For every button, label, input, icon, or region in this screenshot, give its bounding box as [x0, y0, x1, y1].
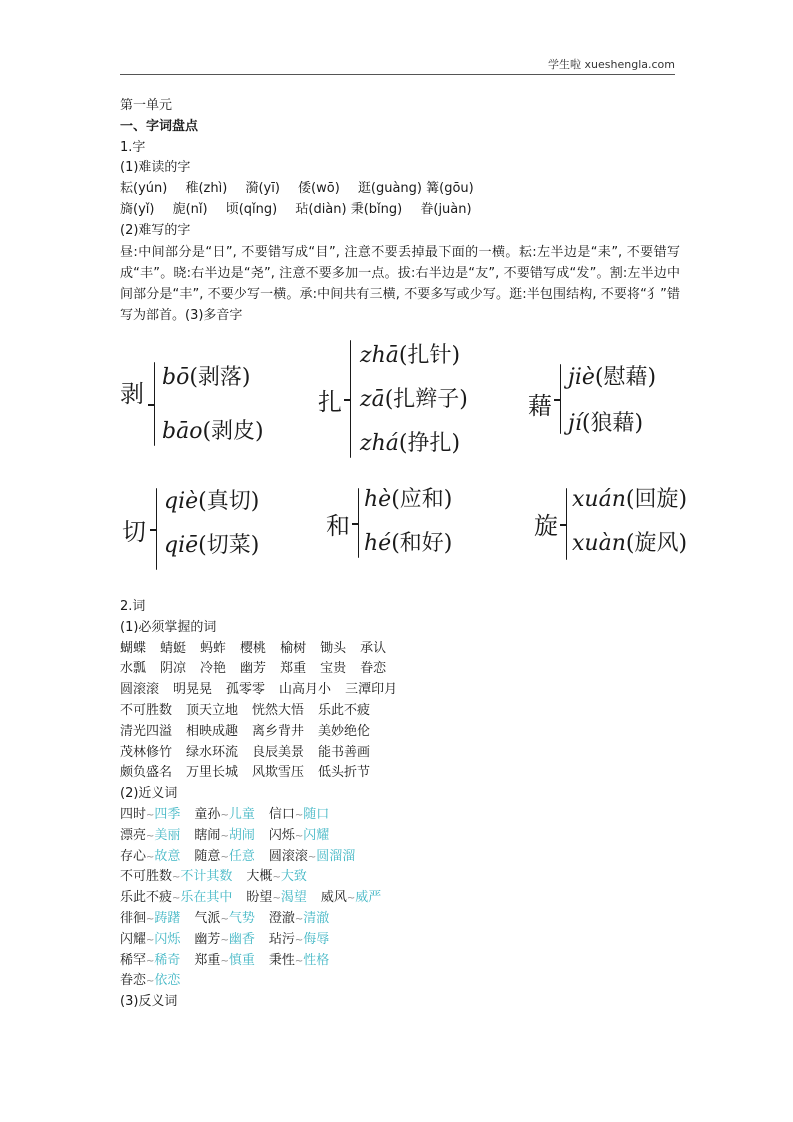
synonym-match: 清澈	[303, 910, 330, 926]
synonyms-list	[120, 805, 680, 992]
subsection-synonyms: (2)近义词	[120, 786, 178, 802]
word-item: 冷艳	[200, 661, 227, 677]
word-item: 榆树	[280, 640, 307, 656]
synonym-word: 气派	[194, 910, 221, 926]
synonym-match: 威严	[355, 890, 382, 906]
word-item: 宝贵	[320, 661, 347, 677]
synonym-match: 慎重	[228, 952, 255, 968]
reading-row	[364, 482, 452, 513]
word-item: 三潭印月	[345, 682, 398, 698]
tilde-separator: ~	[272, 893, 281, 905]
synonym-match: 美丽	[154, 827, 181, 843]
synonym-word: 稀罕	[120, 952, 147, 968]
synonym-pair	[120, 890, 232, 905]
example-word: (挣扎)	[398, 431, 461, 456]
pinyin: qiè	[164, 489, 199, 514]
pinyin: hé	[364, 531, 392, 556]
word-item: 茂林修竹	[120, 744, 173, 760]
char-item: 漪(yī)	[245, 181, 280, 197]
synonym-pair	[269, 911, 329, 926]
tilde-separator: ~	[146, 913, 155, 925]
synonym-word: 瞎闹	[194, 827, 221, 843]
tilde-separator: ~	[307, 851, 317, 863]
reading-row	[164, 484, 259, 515]
synonym-match: 性格	[303, 952, 330, 968]
synonym-pair	[194, 932, 254, 947]
synonym-word: 漂亮	[120, 827, 147, 843]
synonym-pair	[246, 890, 306, 905]
polyphone-char: 切	[122, 518, 146, 546]
pinyin: qiē	[164, 533, 199, 558]
subsection-words: 2.词	[120, 599, 146, 614]
synonym-pair	[120, 807, 180, 822]
word-item: 绿水环流	[186, 744, 239, 760]
tilde-separator: ~	[272, 872, 281, 884]
tilde-separator: ~	[346, 893, 356, 905]
word-item: 恍然大悟	[252, 702, 305, 718]
synonym-pair	[194, 911, 254, 926]
word-item: 不可胜数	[120, 702, 173, 718]
tilde-separator: ~	[146, 830, 155, 842]
tilde-separator: ~	[146, 934, 155, 946]
synonym-match: 大致	[280, 869, 307, 885]
site-label: 学生啦 xueshengla.com	[548, 58, 675, 71]
synonym-word: 郑重	[194, 952, 221, 968]
synonym-word: 眷恋	[120, 973, 147, 989]
hard-read-row-2	[120, 200, 680, 221]
tilde-separator: ~	[294, 830, 304, 842]
subsection-chars: 1.字	[120, 139, 146, 155]
word-row	[120, 659, 680, 680]
tilde-separator: ~	[146, 851, 155, 863]
brace	[560, 364, 561, 434]
tilde-separator: ~	[220, 851, 229, 863]
synonym-word: 不可胜数	[120, 869, 173, 885]
must-words-list	[120, 639, 680, 785]
synonym-pair	[120, 828, 180, 843]
word-item: 顶天立地	[186, 702, 239, 718]
pinyin: jiè	[568, 365, 595, 390]
word-item: 乐此不疲	[318, 702, 371, 718]
synonym-word: 澄澈	[268, 910, 295, 926]
tilde-separator: ~	[220, 955, 229, 967]
synonym-pair	[120, 849, 180, 864]
synonym-row	[120, 888, 680, 909]
word-row	[120, 743, 680, 764]
synonym-row	[120, 909, 680, 930]
word-item: 幽芳	[240, 661, 267, 677]
synonym-pair	[120, 911, 180, 926]
pinyin: xuán	[572, 487, 626, 512]
synonym-word: 徘徊	[120, 910, 147, 926]
word-item: 美妙绝伦	[318, 723, 371, 739]
synonym-match: 胡闹	[228, 827, 255, 843]
char-item: 旎(nǐ)	[172, 201, 208, 217]
subsection-must-words: (1)必须掌握的词	[120, 619, 217, 635]
example-word: (狼藉)	[581, 411, 644, 436]
word-item: 蝴蝶	[120, 640, 147, 656]
page-header	[120, 58, 675, 75]
reading-row	[572, 482, 687, 513]
synonym-row	[120, 930, 680, 951]
word-item: 相映成趣	[186, 723, 239, 739]
word-item: 蜻蜓	[160, 640, 187, 656]
word-item: 良辰美景	[252, 744, 305, 760]
synonym-pair	[321, 890, 381, 905]
tilde-separator: ~	[172, 893, 181, 905]
brace	[566, 488, 567, 560]
pinyin: bō	[162, 365, 190, 390]
synonym-pair	[194, 828, 254, 843]
polyphone-char: 和	[326, 512, 350, 540]
example-word: (和好)	[391, 531, 453, 556]
char-item: 秉(bǐng)	[350, 201, 403, 217]
synonym-match: 依恋	[154, 973, 181, 989]
pinyin: bāo	[162, 419, 203, 444]
synonym-match: 随口	[303, 806, 330, 822]
tilde-separator: ~	[220, 934, 229, 946]
synonym-pair	[246, 869, 306, 884]
synonym-row	[120, 826, 680, 847]
synonym-match: 幽香	[228, 931, 255, 947]
synonym-pair	[269, 807, 329, 822]
tilde-separator: ~	[146, 976, 155, 988]
reading-row	[162, 360, 251, 391]
synonym-row	[120, 971, 680, 992]
pinyin: xuàn	[572, 531, 626, 556]
hard-read-row-1	[120, 179, 680, 200]
word-item: 颇负盛名	[120, 765, 173, 781]
reading-row	[360, 382, 468, 413]
word-row	[120, 701, 680, 722]
reading-row	[568, 406, 643, 437]
char-item: 眷(juàn)	[420, 201, 472, 217]
synonym-match: 闪耀	[303, 827, 330, 843]
word-item: 能书善画	[318, 744, 371, 760]
pinyin: zhá	[360, 431, 399, 456]
tilde-separator: ~	[294, 955, 304, 967]
word-item: 樱桃	[240, 640, 267, 656]
synonym-match: 稀奇	[154, 952, 181, 968]
word-item: 风欺雪压	[252, 765, 305, 781]
section-characters	[120, 96, 680, 326]
char-item: 稚(zhì)	[185, 181, 228, 197]
word-item: 承认	[360, 640, 387, 656]
char-item: 旖(yǐ)	[120, 201, 155, 217]
brace	[358, 488, 359, 558]
word-row	[120, 680, 680, 701]
pinyin: hè	[364, 487, 392, 512]
brace	[350, 340, 351, 458]
subsection-hard-write: (2)难写的字	[120, 222, 191, 238]
synonym-match: 故意	[154, 848, 181, 864]
word-item: 明晃晃	[173, 682, 213, 698]
synonym-word: 信口	[268, 806, 295, 822]
synonym-match: 侮辱	[303, 931, 330, 947]
example-word: (扎辫子)	[384, 387, 468, 412]
char-item: 倭(wō)	[298, 181, 340, 197]
char-item: 逛(guàng)	[357, 181, 422, 197]
reading-row	[364, 526, 452, 557]
example-word: (剥皮)	[202, 419, 264, 444]
word-item: 低头折节	[318, 765, 371, 781]
word-item: 眷恋	[360, 661, 387, 677]
synonym-word: 威风	[320, 890, 347, 906]
char-item: 顷(qǐng)	[225, 201, 278, 217]
synonym-word: 乐此不疲	[120, 890, 173, 906]
synonym-word: 闪耀	[120, 931, 147, 947]
polyphone-section	[118, 330, 718, 570]
word-item: 圆滚滚	[120, 682, 160, 698]
synonym-word: 玷污	[268, 931, 295, 947]
synonym-word: 盼望	[246, 890, 273, 906]
char-item: 耘(yún)	[120, 181, 168, 197]
synonym-match: 渴望	[280, 890, 307, 906]
synonym-row	[120, 867, 680, 888]
word-item: 郑重	[280, 661, 307, 677]
section-words	[120, 597, 680, 1013]
word-item: 锄头	[320, 640, 347, 656]
polyphone-char: 扎	[318, 388, 342, 416]
synonym-match: 踌躇	[154, 910, 181, 926]
word-item: 万里长城	[186, 765, 239, 781]
example-word: (旋风)	[625, 531, 688, 556]
synonym-word: 圆滚滚	[268, 848, 308, 864]
synonym-pair	[120, 869, 232, 884]
synonym-word: 幽芳	[194, 931, 221, 947]
word-item: 阴凉	[160, 661, 187, 677]
subsection-hard-read: (1)难读的字	[120, 160, 191, 176]
reading-row	[162, 414, 264, 445]
subsection-antonyms: (3)反义词	[120, 994, 178, 1010]
synonym-row	[120, 805, 680, 826]
example-word: (真切)	[198, 489, 260, 514]
synonym-pair	[194, 807, 254, 822]
reading-row	[360, 426, 460, 457]
example-word: (扎针)	[398, 343, 461, 368]
word-item: 离乡背井	[252, 723, 305, 739]
synonym-pair	[269, 849, 355, 864]
synonym-word: 四时	[120, 806, 147, 822]
tilde-separator: ~	[294, 809, 304, 821]
word-item: 山高月小	[279, 682, 332, 698]
synonym-row	[120, 847, 680, 868]
synonym-match: 任意	[228, 848, 255, 864]
synonym-match: 气势	[228, 910, 255, 926]
tilde-separator: ~	[294, 934, 304, 946]
polyphone-char: 剥	[120, 380, 144, 408]
reading-row	[572, 526, 687, 557]
word-row	[120, 639, 680, 660]
example-word: (慰藉)	[594, 365, 657, 390]
synonym-word: 存心	[120, 848, 147, 864]
section-title: 一、字词盘点	[120, 118, 199, 134]
synonym-pair	[269, 932, 329, 947]
word-item: 孤零零	[226, 682, 266, 698]
pinyin: zhā	[360, 343, 399, 368]
synonym-match: 四季	[154, 806, 181, 822]
synonym-pair	[194, 849, 254, 864]
example-word: (切菜)	[198, 533, 260, 558]
brace	[156, 488, 157, 570]
hard-write-paragraph: 昼:中间部分是“日”, 不要错写成“目”, 注意不要丢掉最下面的一横。耘:左半边是“耒”, 不要错写成“丰”。晓:右半边是“尧”, 注意不要多加一点。拔:右半边是“友”, 不要错写成“发”。割:左半边中间部分是“丰”, 不要少写一横。承:中间共有三横, 不要多写或少写。逛:半包围结构, 不要将“犭”错写为部首。(3)多音字	[120, 244, 680, 324]
reading-row	[568, 360, 656, 391]
pinyin: jí	[568, 411, 582, 436]
example-word: (回旋)	[625, 487, 688, 512]
char-item: 篝(gōu)	[426, 181, 474, 197]
example-word: (剥落)	[189, 365, 251, 390]
synonym-match: 闪烁	[154, 931, 181, 947]
synonym-word: 闪烁	[268, 827, 295, 843]
tilde-separator: ~	[172, 872, 181, 884]
brace	[154, 362, 155, 446]
synonym-pair	[120, 973, 180, 988]
synonym-match: 圆溜溜	[316, 848, 356, 864]
synonym-row	[120, 951, 680, 972]
synonym-match: 乐在其中	[180, 890, 233, 906]
word-row	[120, 722, 680, 743]
synonym-match: 不计其数	[180, 869, 233, 885]
tilde-separator: ~	[294, 913, 304, 925]
synonym-word: 大概	[246, 869, 273, 885]
synonym-word: 随意	[194, 848, 221, 864]
synonym-pair	[269, 953, 329, 968]
synonym-pair	[120, 953, 180, 968]
unit-title: 第一单元	[120, 98, 173, 113]
synonym-word: 秉性	[268, 952, 295, 968]
example-word: (应和)	[391, 487, 453, 512]
synonym-match: 儿童	[228, 806, 255, 822]
synonym-pair	[120, 932, 180, 947]
synonym-word: 童孙	[194, 806, 221, 822]
word-item: 水瓢	[120, 661, 147, 677]
word-item: 清光四溢	[120, 723, 173, 739]
reading-row	[360, 338, 460, 369]
tilde-separator: ~	[146, 955, 155, 967]
pinyin: zā	[360, 387, 385, 412]
synonym-pair	[194, 953, 254, 968]
tilde-separator: ~	[220, 830, 229, 842]
polyphone-char: 藉	[528, 392, 552, 420]
polyphone-char: 旋	[534, 512, 558, 540]
char-item: 玷(diàn)	[295, 201, 347, 217]
reading-row	[164, 528, 259, 559]
tilde-separator: ~	[220, 809, 229, 821]
word-row	[120, 763, 680, 784]
tilde-separator: ~	[146, 809, 155, 821]
word-item: 蚂蚱	[200, 640, 227, 656]
synonym-pair	[269, 828, 329, 843]
tilde-separator: ~	[220, 913, 229, 925]
